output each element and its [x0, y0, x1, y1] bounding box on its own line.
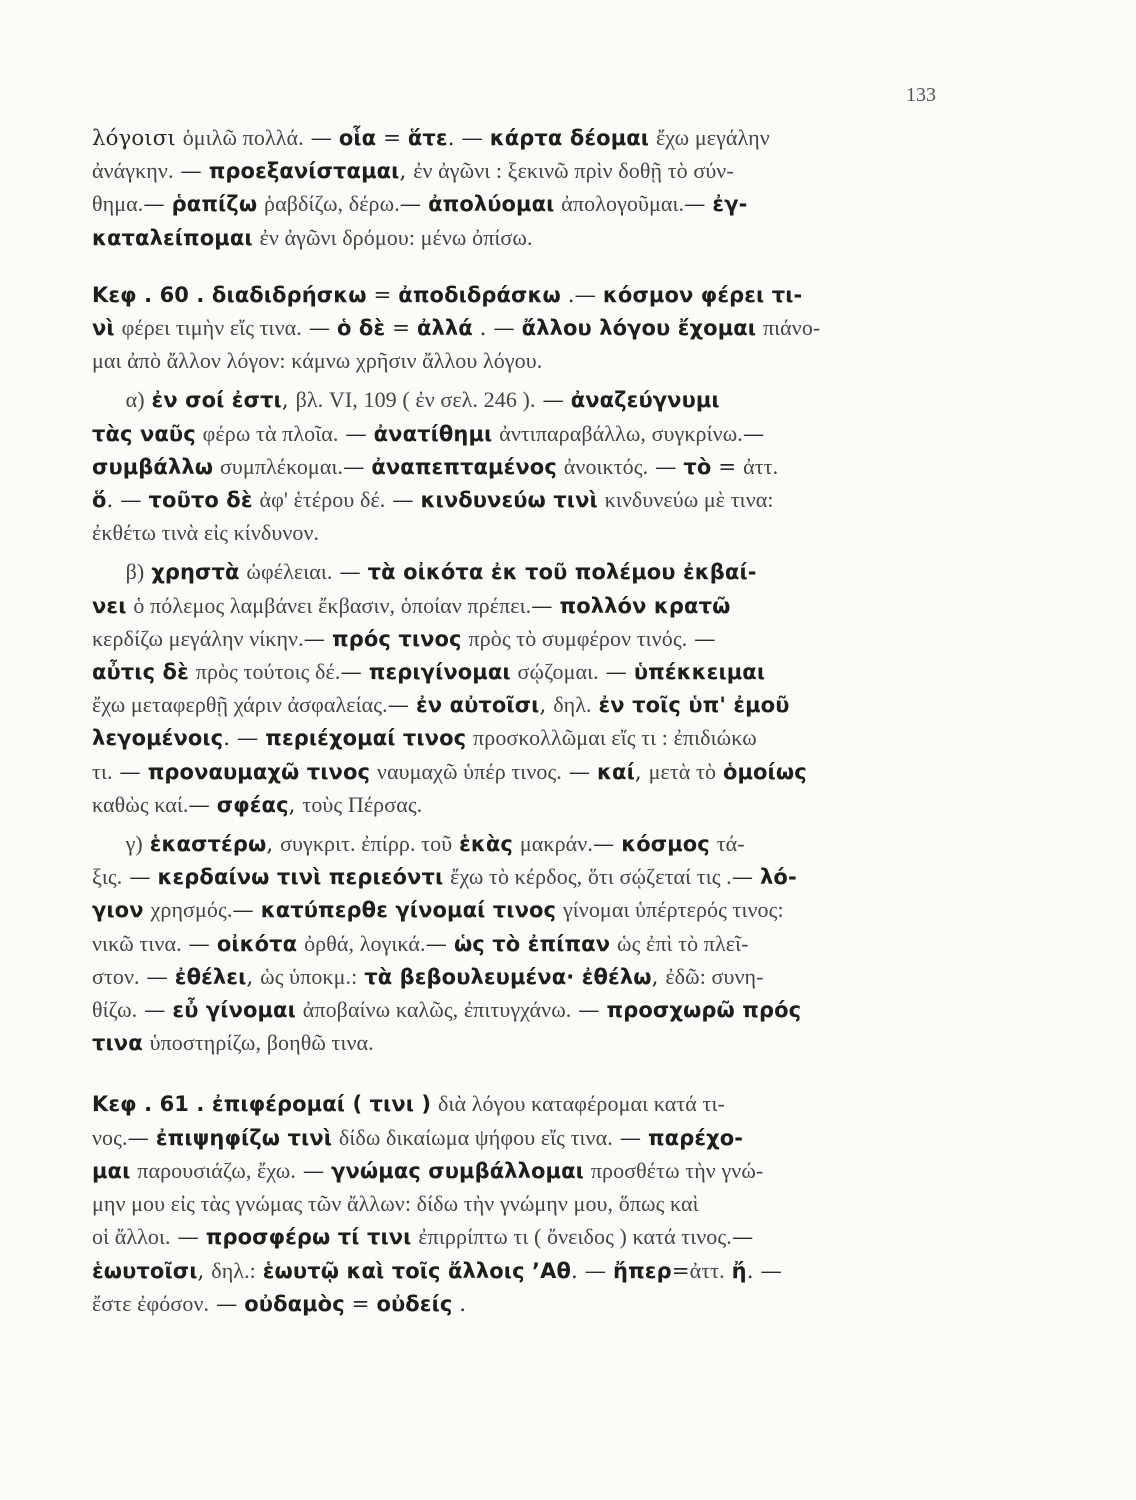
gloss-text: ἀφ' ἑτέρου δέ.	[259, 487, 386, 513]
text-line: β) χρηστὰ ὠφέλειαι. — τὰ οἰκότα ἐκ τοῦ πολέμου ἐκβαί-	[92, 559, 757, 586]
headword: τὰ βεβουλευμένα· ἐθέλω	[364, 964, 652, 989]
gloss-text: φέρω τὰ πλοῖα.	[202, 420, 339, 446]
text-line: Κεφ . 60 . διαδιδρήσκω = ἀποδιδράσκω .— κόσμον φέρει τι-	[92, 282, 803, 308]
headword: τινα	[92, 1031, 143, 1056]
headword: κινδυνεύω τινὶ	[420, 488, 598, 513]
subsection-paragraph	[92, 384, 932, 550]
text-line: τι. — προναυμαχῶ τινος ναυμαχῶ ὑπέρ τινος. — καί, μετὰ τὸ ὁμοίως	[92, 758, 807, 785]
gloss-text: ὁ πόλεμος λαμβάνει ἔκβασιν, ὁποίαν πρέπει.	[133, 592, 532, 618]
text-line: αὖτις δὲ πρὸς τούτοις δέ.— περιγίνομαι σῴζομαι. — ὑπέκκειμαι	[92, 659, 766, 686]
headword: κόσμον φέρει τι-	[602, 282, 803, 307]
text-line	[92, 345, 932, 378]
gloss-text: ὡς ὑποκμ.:	[260, 963, 358, 989]
gloss-text: βλ. VI, 109 ( ἐν σελ. 246 ).	[295, 387, 536, 413]
text-line: νικῶ τινα. — οἰκότα ὀρθά, λογικά.— ὡς τὸ ἐπίπαν ὡς ἐπὶ τὸ πλεῖ-	[92, 930, 749, 957]
headword: ὑπέκκειμαι	[633, 660, 766, 685]
gloss-text: νος.	[92, 1124, 128, 1150]
headword: περιγίνομαι	[368, 660, 511, 685]
text-line: συμβάλλω συμπλέκομαι.— ἀναπεπταμένος ἀνοικτός. — τὸ = ἀττ.	[92, 453, 779, 480]
headword: παρέχο-	[647, 1125, 744, 1150]
headword: χρηστὰ	[151, 560, 240, 585]
paragraph-gap	[92, 1060, 932, 1088]
headword: ὅ	[92, 488, 107, 513]
gloss-text: τοὺς Πέρσας.	[302, 791, 423, 817]
text-line: στον. — ἐθέλει, ὡς ὑποκμ.: τὰ βεβουλευμένα· ἐθέλω, ἐδῶ: συνη-	[92, 963, 764, 990]
headword: ἐν αὐτοῖσι	[415, 693, 540, 718]
text-line	[92, 1188, 932, 1221]
gloss-text: παρουσιάζω, ἔχω.	[137, 1157, 296, 1183]
headword: ἅτε	[407, 126, 448, 150]
gloss-text: ἔχω τὸ κέρδος, ὅτι σῴζεταί τις .	[450, 864, 732, 890]
headword: περιέχομαί τινος	[265, 726, 467, 751]
headword: σφέας	[216, 792, 289, 817]
headword: γνώμας συμβάλλομαι	[331, 1158, 584, 1183]
headword: Κεφ . 60 . διαδιδρήσκω	[92, 282, 367, 307]
gloss-text: ἐκθέτω τινὰ εἰς κίνδυνον.	[92, 520, 320, 546]
page-number: 133	[906, 84, 936, 106]
gloss-text: διὰ λόγου καταφέρομαι κατά τι-	[438, 1091, 725, 1117]
chapter-paragraph	[92, 279, 932, 379]
gloss-text: φέρει τιμὴν εἴς τινα.	[121, 315, 302, 341]
text-line: γιον χρησμός.— κατύπερθε γίνομαί τινος γίνομαι ὑπέρτερός τινος:	[92, 897, 784, 924]
headword: ἐν τοῖς ὑπ' ἐμοῦ	[598, 693, 790, 718]
headword: τὰς ναῦς	[92, 421, 196, 446]
headword: ἑωυτοῖσι	[92, 1258, 198, 1283]
gloss-text: ἀττ.	[689, 1257, 725, 1283]
gloss-text: ἐδῶ: συνη-	[665, 963, 764, 989]
text-line	[92, 1027, 932, 1060]
gloss-text: α)	[92, 387, 145, 413]
headword: ἀποδιδράσκω	[398, 282, 561, 307]
page-text	[92, 122, 932, 1321]
gloss-text: ὁμιλῶ πολλά.	[182, 125, 304, 150]
gloss-text: ἐπιρρίπτω τι ( ὄνειδος ) κατά τινος.	[418, 1224, 732, 1250]
headword: κατύπερθε γίνομαί τινος	[260, 898, 557, 923]
gloss-text: ἀντιπαραβάλλω, συγκρίνω.	[499, 420, 743, 446]
gloss-text: ἀττ.	[743, 453, 779, 479]
text-line	[92, 1088, 932, 1121]
gloss-text: μακράν.	[519, 831, 593, 857]
text-line: ὅ. — τοῦτο δὲ ἀφ' ἑτέρου δέ. — κινδυνεύω τινὶ κινδυνεύω μὲ τινα:	[92, 487, 774, 514]
continuation-paragraph	[92, 122, 932, 255]
headword: οἷα	[338, 126, 377, 150]
headword: ὡς τὸ ἐπίπαν	[453, 931, 611, 956]
headword: προναυμαχῶ τινος	[147, 759, 371, 784]
gloss-text: προσθέτω τὴν γνώ-	[590, 1157, 764, 1183]
gloss-text: ῥαβδίζω, δέρω.	[264, 191, 400, 217]
headword: πρός τινος	[331, 626, 462, 651]
headword: ἐπιψηφίζω τινὶ	[155, 1125, 333, 1150]
gloss-text: θίζω.	[92, 997, 138, 1023]
gloss-text: ἀνοικτός.	[563, 453, 649, 479]
gloss-text: γ)	[92, 831, 143, 857]
gloss-text: συγκριτ. ἐπίρρ. τοῦ	[280, 831, 453, 857]
headword: ἑκαστέρω	[149, 832, 267, 857]
headword: τοῦτο δὲ	[148, 488, 253, 513]
gloss-text: κινδυνεύω μὲ τινα:	[604, 487, 774, 513]
gloss-text: ὠφέλειαι.	[246, 559, 333, 585]
gloss-text: οἱ ἄλλοι.	[92, 1224, 171, 1250]
headword: προσχωρῶ πρός	[606, 998, 802, 1023]
text-line: γ) ἑκαστέρω, συγκριτ. ἐπίρρ. τοῦ ἑκὰς μακράν.— κόσμος τά-	[92, 831, 745, 858]
gloss-text: ἐν ἀγῶνι δρόμου: μένω ὀπίσω.	[259, 224, 533, 250]
headword: ἀναζεύγνυμι	[570, 388, 720, 413]
gloss-text: πρὸς τὸ συμφέρον τινός.	[468, 625, 688, 651]
gloss-text: καθὼς καί.	[92, 791, 189, 817]
headword: λό-	[760, 865, 797, 890]
headword: τὸ	[683, 454, 712, 479]
headword: ἀπολύομαι	[428, 192, 555, 217]
headword: κερδαίνω τινὶ περιεόντι	[157, 865, 444, 890]
headword: ἀλλά	[416, 316, 473, 341]
headword: εὖ γίνομαι	[172, 998, 296, 1023]
gloss-text: ἔχω μεταφερθῇ χάριν ἀσφαλείας.	[92, 692, 388, 718]
text-line: ἔστε ἐφόσον. — οὐδαμὸς = οὐδείς .	[92, 1290, 467, 1317]
gloss-text: θημα.	[92, 191, 144, 217]
headword: κόσμος	[621, 832, 710, 857]
gloss-text: ἀποβαίνω καλῶς, ἐπιτυγχάνω.	[302, 997, 572, 1023]
text-line	[92, 517, 932, 550]
headword: ὁ δὲ	[336, 316, 386, 341]
text-line: κερδίζω μεγάλην νίκην.— πρός τινος πρὸς τὸ συμφέρον τινός. —	[92, 625, 716, 652]
headword: τὰ οἰκότα ἐκ τοῦ πολέμου ἐκβαί-	[367, 560, 757, 585]
gloss-text: β)	[92, 559, 145, 585]
headword: οὐδαμὸς	[244, 1291, 345, 1316]
gloss-text: ἔχω μεγάλην	[655, 125, 770, 150]
headword: νει	[92, 593, 127, 618]
gloss-text: δηλ.:	[211, 1257, 256, 1283]
gloss-text: κερδίζω μεγάλην νίκην.	[92, 625, 304, 651]
headword: Κεφ . 61 . ἐπιφέρομαί ( τινι )	[92, 1092, 432, 1117]
gloss-text: νικῶ τινα.	[92, 930, 182, 956]
headword: λεγομένοις	[92, 726, 224, 751]
gloss-text: ἀπολογοῦμαι.	[561, 191, 685, 217]
text-line: ἀνάγκην. — προεξανίσταμαι, ἐν ἀγῶνι : ξεκινῶ πρὶν δοθῇ τὸ σύν-	[92, 158, 734, 185]
headword: μαι	[92, 1158, 131, 1183]
headword: κάρτα δέομαι	[489, 126, 650, 150]
gloss-text: πρὸς τούτοις δέ.	[195, 659, 341, 685]
paragraph-gap	[92, 255, 932, 279]
text-line: ἔχω μεταφερθῇ χάριν ἀσφαλείας.— ἐν αὐτοῖσι, δηλ. ἐν τοῖς ὑπ' ἐμοῦ	[92, 692, 790, 719]
headword: ἤ	[731, 1258, 747, 1283]
gloss-text: ὑποστηρίζω, βοηθῶ τινα.	[149, 1030, 374, 1056]
headword: καί	[597, 759, 635, 784]
text-line: νος.— ἐπιψηφίζω τινὶ δίδω δικαίωμα ψήφου εἴς τινα. — παρέχο-	[92, 1124, 744, 1151]
gloss-text: ὀρθά, λογικά.	[304, 930, 426, 956]
gloss-text: ὡς ἐπὶ τὸ πλεῖ-	[617, 930, 749, 956]
gloss-text: ἔστε ἐφόσον.	[92, 1290, 210, 1316]
gloss-text: μην μου εἰς τὰς γνώμας τῶν ἄλλων: δίδω τὴν γνώμην μου, ὅπως καὶ	[92, 1191, 699, 1217]
subsection-paragraph	[92, 828, 932, 1060]
headword: καταλείπομαι	[92, 225, 253, 250]
gloss-text: πιάνο-	[762, 315, 821, 341]
gloss-text: μαι ἀπὸ ἄλλον λόγον: κάμνω χρῆσιν ἄλλου λόγου.	[92, 348, 543, 374]
headword: νὶ	[92, 316, 115, 341]
headword: ἐν σοί ἐστι	[151, 388, 282, 413]
headword: συμβάλλω	[92, 454, 214, 479]
headword: αὖτις δὲ	[92, 660, 189, 685]
headword: ῥαπίζω	[171, 192, 258, 217]
text-line	[92, 222, 932, 255]
gloss-text: στον.	[92, 963, 140, 989]
gloss-text: ἐν ἀγῶνι : ξεκινῶ πρὶν δοθῇ τὸ σύν-	[413, 158, 734, 184]
headword: ἐγ-	[712, 192, 748, 217]
text-line: μαι παρουσιάζω, ἔχω. — γνώμας συμβάλλομαι προσθέτω τὴν γνώ-	[92, 1157, 764, 1184]
text-line: καθὼς καί.— σφέας, τοὺς Πέρσας.	[92, 791, 423, 818]
text-line: ἑωυτοῖσι, δηλ.: ἑωυτῷ καὶ τοῖς ἄλλοις ’Αθ. — ἤπερ=ἀττ. ἤ. —	[92, 1257, 782, 1284]
headword: οὐδείς	[376, 1291, 453, 1316]
headword: προεξανίσταμαι	[208, 159, 400, 184]
headword: γιον	[92, 898, 144, 923]
headword: ἑωυτῷ καὶ τοῖς ἄλλοις ’Αθ	[262, 1258, 571, 1283]
gloss-text: μετὰ τὸ	[648, 758, 717, 784]
gloss-text: δηλ.	[553, 692, 592, 718]
headword: ἐθέλει	[174, 964, 247, 989]
text-line: λεγομένοις. — περιέχομαί τινος προσκολλῶμαι εἴς τι : ἐπιδιώκω	[92, 725, 757, 752]
text-line: α) ἐν σοί ἐστι, βλ. VI, 109 ( ἐν σελ. 246 ). — ἀναζεύγνυμι	[92, 387, 720, 414]
headword: οἰκότα	[216, 931, 298, 956]
gloss-text: ἀνάγκην.	[92, 158, 174, 184]
gloss-text: δίδω δικαίωμα ψήφου εἴς τινα.	[338, 1124, 613, 1150]
gloss-text: γίνομαι ὑπέρτερός τινος:	[562, 897, 784, 923]
headword: ἀναπεπταμένος	[371, 454, 557, 479]
headword: ἑκὰς	[459, 832, 513, 857]
headword: πολλόν κρατῶ	[559, 593, 731, 618]
headword: ἤπερ	[613, 1258, 672, 1283]
chapter-paragraph	[92, 1088, 932, 1320]
text-line: νὶ φέρει τιμὴν εἴς τινα. — ὁ δὲ = ἀλλά . — ἄλλου λόγου ἔχομαι πιάνο-	[92, 315, 821, 342]
gloss-text: τά-	[716, 831, 745, 857]
text-line: ξις. — κερδαίνω τινὶ περιεόντι ἔχω τὸ κέρδος, ὅτι σῴζεταί τις .— λό-	[92, 864, 797, 891]
gloss-text: χρησμός.	[150, 897, 233, 923]
gloss-text: τι.	[92, 758, 113, 784]
gloss-text: συμπλέκομαι.	[219, 453, 344, 479]
text-line: οἱ ἄλλοι. — προσφέρω τί τινι ἐπιρρίπτω τι ( ὄνειδος ) κατά τινος.—	[92, 1224, 754, 1251]
gloss-text: ξις.	[92, 864, 123, 890]
text-line: νει ὁ πόλεμος λαμβάνει ἔκβασιν, ὁποίαν πρέπει.— πολλόν κρατῶ	[92, 592, 731, 619]
text-line: θίζω. — εὖ γίνομαι ἀποβαίνω καλῶς, ἐπιτυγχάνω. — προσχωρῶ πρός	[92, 997, 802, 1024]
text-line: θημα.— ῥαπίζω ῥαβδίζω, δέρω.— ἀπολύομαι ἀπολογοῦμαι.— ἐγ-	[92, 191, 748, 218]
text-line: τὰς ναῦς φέρω τὰ πλοῖα. — ἀνατίθημι ἀντιπαραβάλλω, συγκρίνω.—	[92, 420, 765, 447]
gloss-text: ναυμαχῶ ὑπέρ τινος.	[376, 758, 562, 784]
gloss-text: προσκολλῶμαι εἴς τι : ἐπιδιώκω	[473, 725, 757, 751]
headword: ὁμοίως	[722, 759, 807, 784]
gloss-text: σῴζομαι.	[517, 659, 599, 685]
subsection-paragraph	[92, 556, 932, 822]
headword: προσφέρω τί τινι	[205, 1225, 412, 1250]
headword: ἄλλου λόγου ἔχομαι	[521, 316, 757, 341]
headword: ἀνατίθημι	[373, 421, 493, 446]
text-line: λόγοισι ὁμιλῶ πολλά. — οἷα = ἅτε. — κάρτα δέομαι ἔχω μεγάλην	[92, 125, 770, 151]
